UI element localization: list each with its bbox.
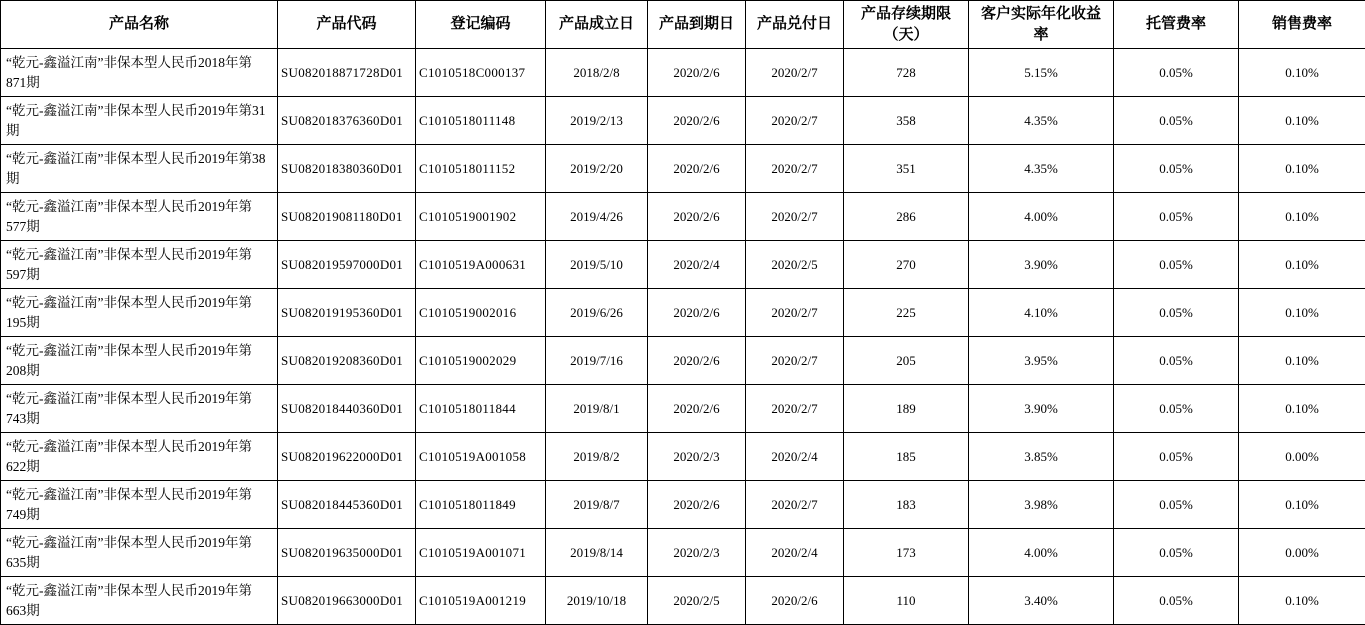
table-cell: 2019/8/1 (546, 385, 648, 433)
table-cell: SU082018871728D01 (278, 49, 416, 97)
table-cell: 2020/2/7 (746, 97, 844, 145)
table-cell: “乾元-鑫溢江南”非保本型人民币2019年第195期 (1, 289, 278, 337)
table-row (1, 49, 1365, 97)
column-header: 产品名称 (1, 1, 278, 49)
table-cell: 270 (844, 241, 969, 289)
table-cell: 3.90% (969, 385, 1114, 433)
table-cell: 2019/4/26 (546, 193, 648, 241)
table-cell: “乾元-鑫溢江南”非保本型人民币2019年第208期 (1, 337, 278, 385)
table-cell: 0.05% (1114, 145, 1239, 193)
table-cell: C1010518011148 (416, 97, 546, 145)
table-cell: 2020/2/4 (746, 433, 844, 481)
table-cell: C1010519A000631 (416, 241, 546, 289)
table-cell: 2020/2/5 (746, 241, 844, 289)
table-cell: “乾元-鑫溢江南”非保本型人民币2018年第871期 (1, 49, 278, 97)
table-cell: 2018/2/8 (546, 49, 648, 97)
table-cell: 2020/2/5 (648, 577, 746, 625)
table-cell: SU082019635000D01 (278, 529, 416, 577)
table-cell: 0.10% (1239, 145, 1365, 193)
table-cell: SU082019663000D01 (278, 577, 416, 625)
table-cell: 2020/2/4 (648, 241, 746, 289)
table-cell: “乾元-鑫溢江南”非保本型人民币2019年第749期 (1, 481, 278, 529)
table-cell: C1010519002029 (416, 337, 546, 385)
column-header: 产品兑付日 (746, 1, 844, 49)
column-header: 产品到期日 (648, 1, 746, 49)
table-cell: “乾元-鑫溢江南”非保本型人民币2019年第38期 (1, 145, 278, 193)
table-cell: 2020/2/7 (746, 481, 844, 529)
table-cell: 2019/2/13 (546, 97, 648, 145)
table-cell: 5.15% (969, 49, 1114, 97)
table-cell: SU082019081180D01 (278, 193, 416, 241)
table-cell: 0.10% (1239, 337, 1365, 385)
table-cell: 2020/2/6 (648, 481, 746, 529)
column-header: 登记编码 (416, 1, 546, 49)
table-row (1, 481, 1365, 529)
table-cell: 358 (844, 97, 969, 145)
table-cell: 2020/2/6 (648, 289, 746, 337)
table-cell: 0.10% (1239, 385, 1365, 433)
table-cell: “乾元-鑫溢江南”非保本型人民币2019年第31期 (1, 97, 278, 145)
table-cell: “乾元-鑫溢江南”非保本型人民币2019年第597期 (1, 241, 278, 289)
table-cell: 0.10% (1239, 481, 1365, 529)
table-cell: C1010518C000137 (416, 49, 546, 97)
table-cell: 2019/10/18 (546, 577, 648, 625)
table-cell: 2020/2/6 (648, 193, 746, 241)
table-cell: SU082019597000D01 (278, 241, 416, 289)
table-cell: C1010519A001219 (416, 577, 546, 625)
table-cell: 0.10% (1239, 289, 1365, 337)
table-row (1, 385, 1365, 433)
table-cell: C1010519A001058 (416, 433, 546, 481)
table-cell: SU082019195360D01 (278, 289, 416, 337)
table-cell: 4.35% (969, 145, 1114, 193)
table-cell: 2019/8/14 (546, 529, 648, 577)
table-row (1, 289, 1365, 337)
table-row (1, 433, 1365, 481)
table-cell: 2019/6/26 (546, 289, 648, 337)
table-cell: 4.00% (969, 193, 1114, 241)
table-header (1, 1, 1365, 49)
table-cell: 0.10% (1239, 241, 1365, 289)
table-cell: 0.05% (1114, 49, 1239, 97)
table-cell: 205 (844, 337, 969, 385)
table-cell: SU082018376360D01 (278, 97, 416, 145)
table-cell: 4.10% (969, 289, 1114, 337)
table-cell: 351 (844, 145, 969, 193)
table-row (1, 241, 1365, 289)
table-cell: SU082019208360D01 (278, 337, 416, 385)
table-cell: 0.10% (1239, 49, 1365, 97)
table-cell: 2020/2/7 (746, 289, 844, 337)
table-body (1, 49, 1365, 625)
table-cell: 0.05% (1114, 433, 1239, 481)
table-cell: 0.00% (1239, 433, 1365, 481)
table-cell: C1010518011849 (416, 481, 546, 529)
table-cell: 0.10% (1239, 97, 1365, 145)
table-cell: 2019/2/20 (546, 145, 648, 193)
table-cell: SU082018440360D01 (278, 385, 416, 433)
table-cell: 2020/2/7 (746, 145, 844, 193)
table-cell: C1010518011844 (416, 385, 546, 433)
table-cell: 3.98% (969, 481, 1114, 529)
table-cell: 2020/2/3 (648, 433, 746, 481)
table-cell: 4.35% (969, 97, 1114, 145)
table-cell: C1010519A001071 (416, 529, 546, 577)
table-cell: 0.05% (1114, 337, 1239, 385)
table-cell: 0.05% (1114, 289, 1239, 337)
table-cell: 2020/2/6 (648, 49, 746, 97)
column-header: 产品存续期限（天） (844, 1, 969, 49)
table-cell: 3.40% (969, 577, 1114, 625)
table-cell: 2019/8/7 (546, 481, 648, 529)
column-header: 产品代码 (278, 1, 416, 49)
table-cell: 2020/2/6 (648, 97, 746, 145)
table-cell: 2019/7/16 (546, 337, 648, 385)
table-cell: 173 (844, 529, 969, 577)
column-header: 客户实际年化收益率 (969, 1, 1114, 49)
table-cell: 2020/2/6 (648, 385, 746, 433)
table-cell: 0.05% (1114, 577, 1239, 625)
table-cell: 0.05% (1114, 385, 1239, 433)
table-cell: 0.10% (1239, 193, 1365, 241)
table-cell: 3.95% (969, 337, 1114, 385)
table-cell: “乾元-鑫溢江南”非保本型人民币2019年第663期 (1, 577, 278, 625)
table-cell: C1010519001902 (416, 193, 546, 241)
table-cell: 2020/2/6 (648, 145, 746, 193)
table-cell: 0.05% (1114, 193, 1239, 241)
table-cell: “乾元-鑫溢江南”非保本型人民币2019年第622期 (1, 433, 278, 481)
table-cell: SU082019622000D01 (278, 433, 416, 481)
table-cell: 2020/2/6 (648, 337, 746, 385)
table-cell: 0.10% (1239, 577, 1365, 625)
column-header: 托管费率 (1114, 1, 1239, 49)
table-cell: 183 (844, 481, 969, 529)
table-cell: 0.05% (1114, 529, 1239, 577)
table-cell: 2019/5/10 (546, 241, 648, 289)
table-cell: 0.05% (1114, 97, 1239, 145)
table-row (1, 193, 1365, 241)
table-row (1, 577, 1365, 625)
table-cell: SU082018445360D01 (278, 481, 416, 529)
table-cell: 0.05% (1114, 241, 1239, 289)
table-cell: 2020/2/6 (746, 577, 844, 625)
table-cell: C1010518011152 (416, 145, 546, 193)
table-cell: 0.00% (1239, 529, 1365, 577)
table-cell: 3.85% (969, 433, 1114, 481)
table-cell: 3.90% (969, 241, 1114, 289)
table-row (1, 337, 1365, 385)
table-row (1, 145, 1365, 193)
table-cell: 286 (844, 193, 969, 241)
table-cell: 2020/2/4 (746, 529, 844, 577)
table-cell: 2019/8/2 (546, 433, 648, 481)
column-header: 销售费率 (1239, 1, 1365, 49)
table-cell: 2020/2/3 (648, 529, 746, 577)
table-cell: 185 (844, 433, 969, 481)
table-cell: C1010519002016 (416, 289, 546, 337)
table-cell: 2020/2/7 (746, 337, 844, 385)
table-cell: 2020/2/7 (746, 49, 844, 97)
table-cell: “乾元-鑫溢江南”非保本型人民币2019年第743期 (1, 385, 278, 433)
table-cell: 4.00% (969, 529, 1114, 577)
table-cell: 2020/2/7 (746, 385, 844, 433)
table-cell: 0.05% (1114, 481, 1239, 529)
table-cell: 225 (844, 289, 969, 337)
header-row (1, 1, 1365, 49)
table-cell: 189 (844, 385, 969, 433)
table-cell: 2020/2/7 (746, 193, 844, 241)
table-cell: 728 (844, 49, 969, 97)
table-cell: “乾元-鑫溢江南”非保本型人民币2019年第635期 (1, 529, 278, 577)
table-cell: 110 (844, 577, 969, 625)
table-cell: “乾元-鑫溢江南”非保本型人民币2019年第577期 (1, 193, 278, 241)
column-header: 产品成立日 (546, 1, 648, 49)
table-row (1, 97, 1365, 145)
table-cell: SU082018380360D01 (278, 145, 416, 193)
table-row (1, 529, 1365, 577)
